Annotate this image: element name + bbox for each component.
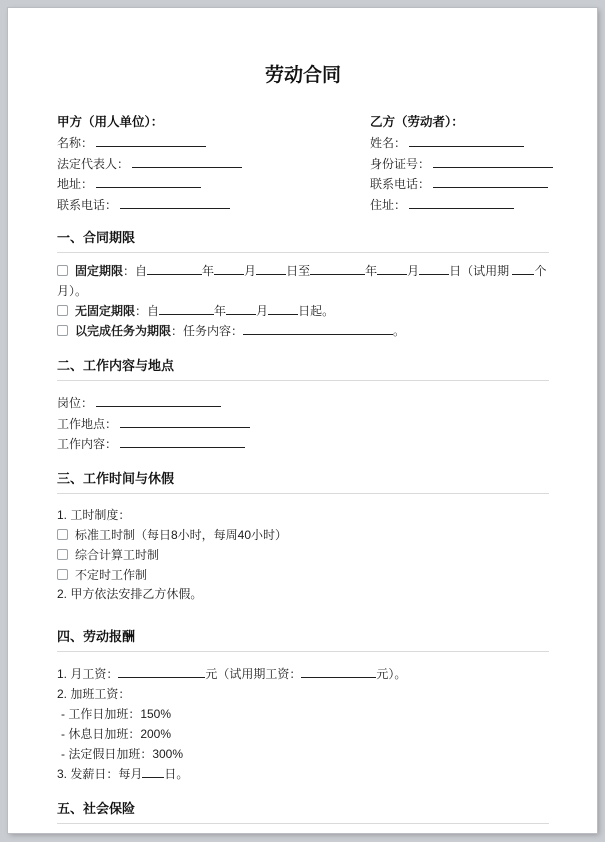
option-label: 综合计算工时制 xyxy=(75,548,160,562)
party-a-heading: 甲方（用人单位）： xyxy=(57,115,164,129)
section-social-insurance xyxy=(57,801,549,824)
work-hour-system-label: 1. 工时制度： xyxy=(57,507,131,522)
task-based-checkbox[interactable] xyxy=(57,325,68,336)
blank-line xyxy=(120,437,245,448)
field-row-work-location xyxy=(57,414,549,435)
blank-line xyxy=(120,416,250,427)
field-row-position xyxy=(57,393,549,414)
blank-line xyxy=(159,304,214,315)
blank-line xyxy=(301,666,376,677)
text-segment: 年 xyxy=(202,264,215,278)
field-label: 名称： xyxy=(57,136,94,150)
field-row-company-name xyxy=(57,133,370,154)
standard-hours-checkbox[interactable] xyxy=(57,529,68,540)
blank-line xyxy=(433,156,553,167)
contract-page xyxy=(8,8,597,833)
field-row-address xyxy=(57,174,370,195)
field-label: 姓名： xyxy=(370,136,407,150)
text-segment: 元）。 xyxy=(376,666,407,681)
blank-line xyxy=(120,197,230,208)
text-segment: 元（试用期工资： xyxy=(205,666,302,681)
blank-line xyxy=(147,264,202,275)
comprehensive-hours-checkbox[interactable] xyxy=(57,549,68,560)
section-contract-term xyxy=(57,230,549,341)
field-row-phone-b xyxy=(370,174,553,195)
blank-line xyxy=(433,177,548,188)
party-b-heading: 乙方（劳动者）： xyxy=(370,115,464,129)
party-b-block xyxy=(370,112,553,215)
overtime-restday: - 休息日加班：200% xyxy=(61,726,172,741)
option-comprehensive-hours xyxy=(57,545,549,565)
blank-line xyxy=(132,156,242,167)
overtime-weekday: - 工作日加班：150% xyxy=(61,706,172,721)
text-segment: 日（试用期 xyxy=(449,264,510,278)
text-segment: 3. 发薪日：每月 xyxy=(57,766,143,781)
section-work-hours xyxy=(57,471,549,605)
monthly-wage-line xyxy=(57,664,549,684)
overtime-wage-label: 2. 加班工资： xyxy=(57,686,131,701)
section-body-contract-term xyxy=(57,261,549,341)
option-standard-hours xyxy=(57,525,549,545)
blank-line xyxy=(118,666,205,677)
text-segment: 1. 月工资： xyxy=(57,666,119,681)
option-label: 以完成任务为期限 xyxy=(75,324,172,338)
blank-line xyxy=(409,197,514,208)
blank-line xyxy=(419,264,449,275)
field-label: 地址： xyxy=(57,177,94,191)
option-flexible-hours xyxy=(57,565,549,585)
field-row-legal-representative xyxy=(57,154,370,175)
field-label: 工作地点： xyxy=(57,416,118,431)
text-segment: 月 xyxy=(256,304,269,318)
blank-line xyxy=(243,324,393,335)
text-segment: 日起。 xyxy=(298,304,335,318)
option-open-ended-term xyxy=(57,301,549,321)
blank-line xyxy=(377,264,407,275)
field-label: 身份证号： xyxy=(370,156,431,171)
vacation-clause: 2. 甲方依法安排乙方休假。 xyxy=(57,587,203,601)
text-segment: 。 xyxy=(393,324,406,338)
option-label: 固定期限 xyxy=(75,264,124,278)
text-segment: 日至 xyxy=(286,264,311,278)
text-segment: ：自 xyxy=(123,264,148,278)
page-title: 劳动合同 xyxy=(264,65,341,86)
blank-line xyxy=(96,136,206,147)
section-heading-social-insurance: 五、社会保险 xyxy=(57,801,549,824)
option-label: 标准工时制（每日8小时，每周40小时） xyxy=(75,528,288,542)
text-segment: 年 xyxy=(214,304,227,318)
open-ended-checkbox[interactable] xyxy=(57,305,68,316)
section-body-work-hours xyxy=(57,506,549,605)
option-label: 不定时工作制 xyxy=(75,568,148,582)
text-segment: ：自 xyxy=(135,304,160,318)
blank-line xyxy=(96,177,201,188)
section-heading-work-content: 二、工作内容与地点 xyxy=(57,358,549,381)
text-segment: 日。 xyxy=(164,766,189,781)
blank-line xyxy=(226,304,256,315)
field-row-work-duties xyxy=(57,434,549,455)
flexible-hours-checkbox[interactable] xyxy=(57,569,68,580)
option-label: 无固定期限 xyxy=(75,304,136,318)
field-label: 法定代表人： xyxy=(57,156,130,171)
blank-line xyxy=(256,264,286,275)
section-body-work-content xyxy=(57,393,549,455)
blank-line xyxy=(310,264,365,275)
section-work-content xyxy=(57,358,549,455)
blank-line xyxy=(214,264,244,275)
field-label: 岗位： xyxy=(57,396,94,410)
option-fixed-term xyxy=(57,261,549,301)
blank-line xyxy=(96,396,221,407)
field-label: 工作内容： xyxy=(57,437,118,451)
field-row-worker-name xyxy=(370,133,553,154)
fixed-term-checkbox[interactable] xyxy=(57,265,68,276)
blank-line xyxy=(409,136,524,147)
field-row-residence xyxy=(370,195,553,216)
parties-block xyxy=(57,112,549,215)
field-row-id-number xyxy=(370,154,553,175)
field-label: 联系电话： xyxy=(370,177,431,191)
text-segment: 个月）。 xyxy=(57,264,547,298)
field-row-phone-a xyxy=(57,195,370,216)
section-heading-contract-term: 一、合同期限 xyxy=(57,230,549,253)
text-segment: 月 xyxy=(244,264,257,278)
section-heading-work-hours: 三、工作时间与休假 xyxy=(57,471,549,494)
section-heading-remuneration: 四、劳动报酬 xyxy=(57,629,549,652)
field-label: 住址： xyxy=(370,197,407,212)
text-segment: 月 xyxy=(407,264,420,278)
party-a-block xyxy=(57,112,370,215)
section-remuneration xyxy=(57,629,549,784)
text-segment: 年 xyxy=(365,264,378,278)
blank-line xyxy=(512,264,534,275)
payday-line xyxy=(57,764,549,784)
option-task-based-term xyxy=(57,321,549,341)
text-segment: ：任务内容： xyxy=(171,324,244,338)
overtime-holiday: - 法定假日加班：300% xyxy=(61,746,184,761)
section-body-remuneration xyxy=(57,664,549,784)
field-label: 联系电话： xyxy=(57,197,118,212)
blank-line xyxy=(268,304,298,315)
blank-line xyxy=(142,766,164,777)
